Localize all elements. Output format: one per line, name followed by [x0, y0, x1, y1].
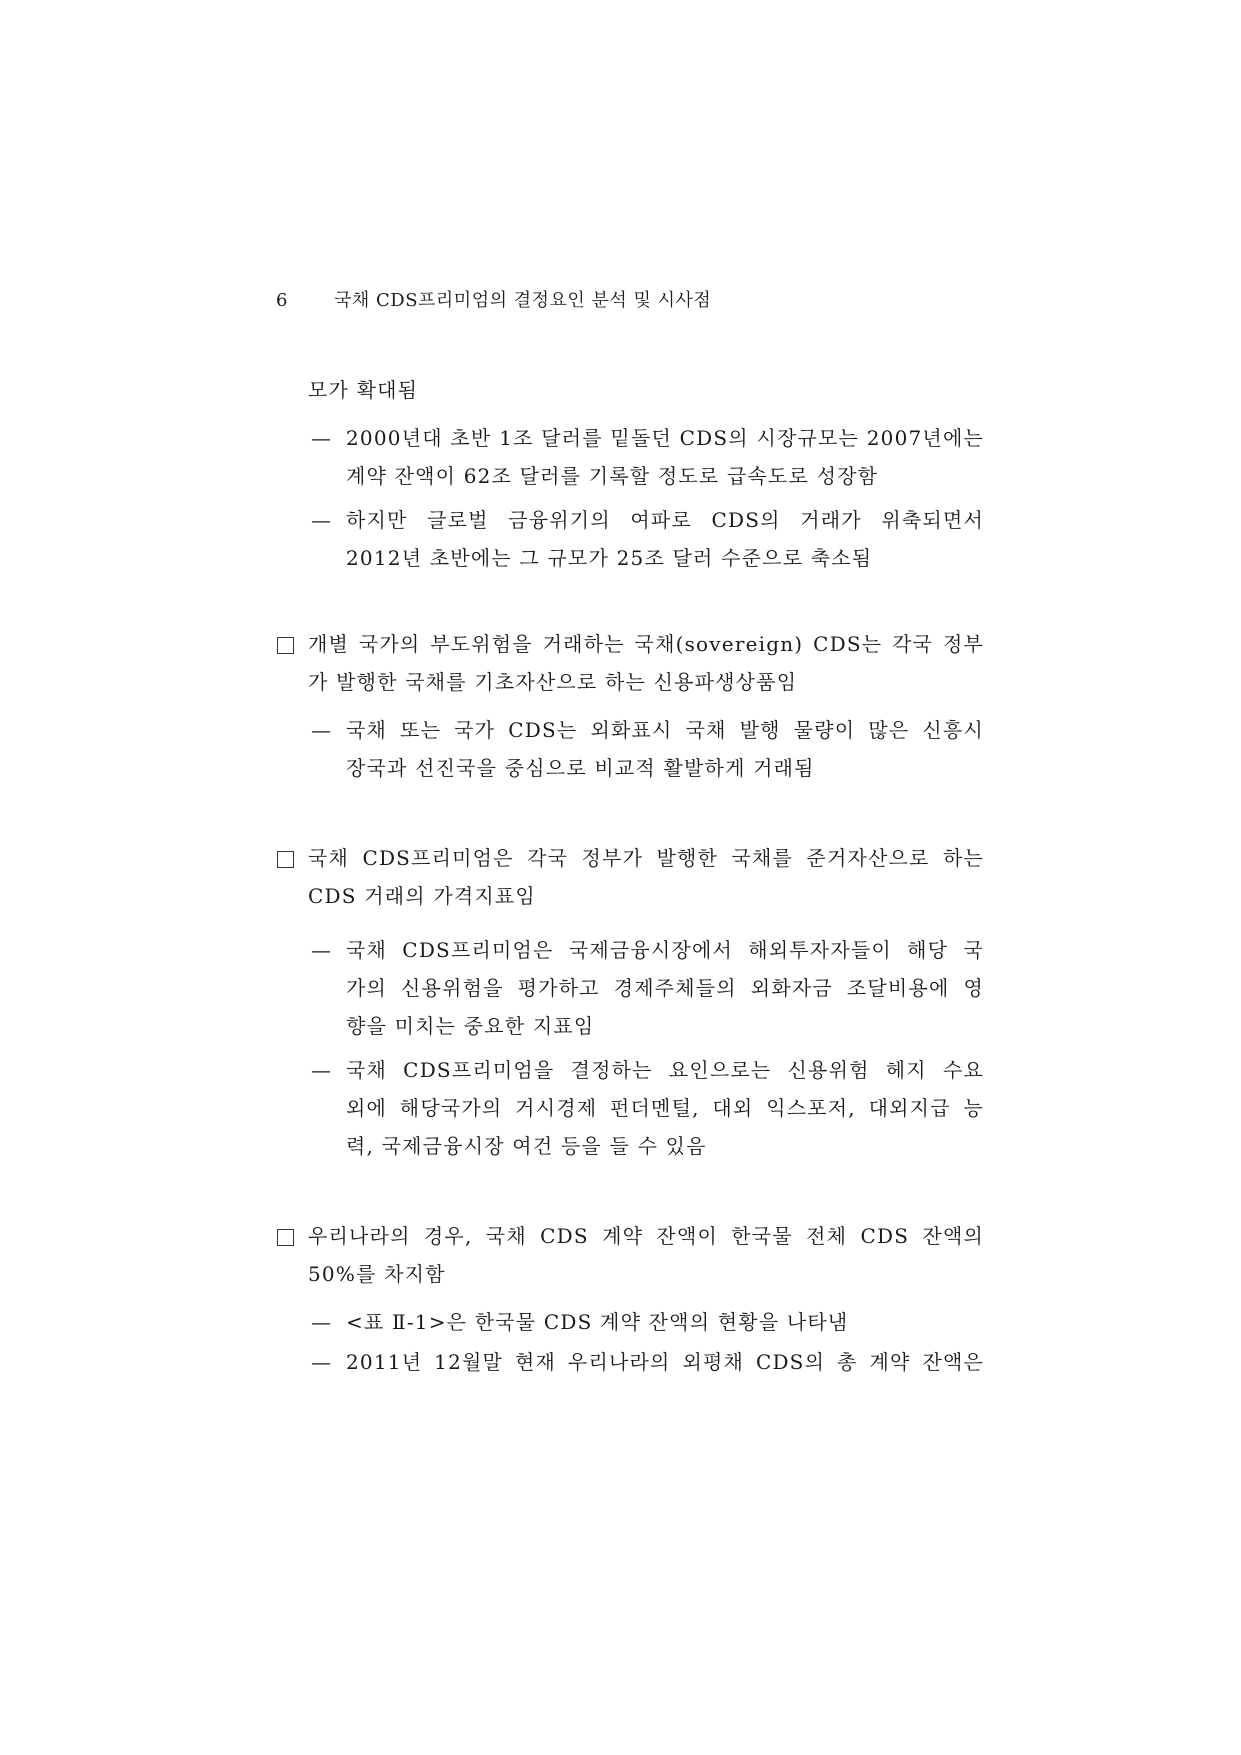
dash-bullet-icon: — [311, 1058, 331, 1082]
sub-item-line: 2012년 초반에는 그 규모가 25조 달러 수준으로 축소됨 [346, 546, 873, 570]
dash-bullet-icon: — [311, 718, 331, 742]
sub-item-line: <표 Ⅱ-1>은 한국물 CDS 계약 잔액의 현황을 나타냄 [346, 1310, 849, 1334]
continued-text: 모가 확대됨 [308, 378, 419, 402]
sub-item-line: 국채 또는 국가 CDS는 외화표시 국채 발행 물량이 많은 신흥시 [346, 718, 984, 742]
page-number: 6 [276, 290, 288, 311]
checkbox-bullet-icon [277, 851, 294, 868]
dash-bullet-icon: — [311, 938, 331, 962]
sub-item-line: 2011년 12월말 현재 우리나라의 외평채 CDS의 총 계약 잔액은 [346, 1350, 984, 1374]
sub-item-line: 국채 CDS프리미엄을 결정하는 요인으로는 신용위험 헤지 수요 [346, 1058, 984, 1082]
main-item-line: 우리나라의 경우, 국채 CDS 계약 잔액이 한국물 전체 CDS 잔액의 [308, 1224, 984, 1248]
main-item-line: CDS 거래의 가격지표임 [308, 884, 536, 908]
main-item-line: 개별 국가의 부도위험을 거래하는 국채(sovereign) CDS는 각국 정부 [308, 632, 984, 656]
running-title: 국채 CDS프리미엄의 결정요인 분석 및 시사점 [334, 290, 712, 311]
main-item-line: 국채 CDS프리미엄은 각국 정부가 발행한 국채를 준거자산으로 하는 [308, 846, 984, 870]
dash-bullet-icon: — [311, 426, 331, 450]
main-item-line: 50%를 차지함 [308, 1262, 446, 1286]
sub-item-line: 력, 국제금융시장 여건 등을 들 수 있음 [346, 1134, 707, 1158]
dash-bullet-icon: — [311, 508, 331, 532]
sub-item-line: 국채 CDS프리미엄은 국제금융시장에서 해외투자자들이 해당 국 [346, 938, 984, 962]
sub-item-line: 하지만 글로벌 금융위기의 여파로 CDS의 거래가 위축되면서 [346, 508, 984, 532]
dash-bullet-icon: — [311, 1350, 331, 1374]
sub-item-line: 향을 미치는 중요한 지표임 [346, 1014, 595, 1038]
sub-item-line: 가의 신용위험을 평가하고 경제주체들의 외화자금 조달비용에 영 [346, 976, 984, 1000]
sub-item-line: 2000년대 초반 1조 달러를 밑돌던 CDS의 시장규모는 2007년에는 [346, 426, 984, 450]
dash-bullet-icon: — [311, 1310, 331, 1334]
sub-item-line: 장국과 선진국을 중심으로 비교적 활발하게 거래됨 [346, 756, 815, 780]
sub-item-line: 외에 해당국가의 거시경제 펀더멘털, 대외 익스포저, 대외지급 능 [346, 1096, 984, 1120]
checkbox-bullet-icon [277, 1229, 294, 1246]
checkbox-bullet-icon [277, 637, 294, 654]
sub-item-line: 계약 잔액이 62조 달러를 기록할 정도로 급속도로 성장함 [346, 464, 879, 488]
main-item-line: 가 발행한 국채를 기초자산으로 하는 신용파생상품임 [308, 670, 798, 694]
running-header [276, 286, 711, 312]
